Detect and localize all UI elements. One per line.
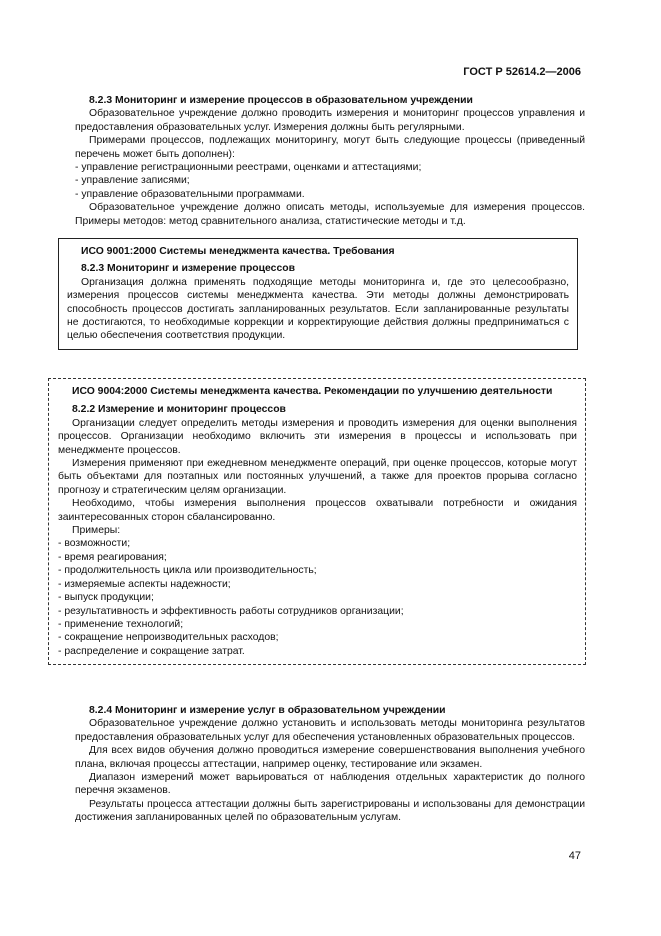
list-item: - время реагирования; [58,551,167,563]
list-item: - продолжительность цикла или производительность; [58,565,317,577]
paragraph: Необходимо, чтобы измерения выполнения процессов охватывали потребности и ожидания заинтересованных сторон сбалансированно. [58,498,577,523]
examples-label: Примеры: [72,525,121,537]
standard-header: ГОСТ Р 52614.2—2006 [463,66,581,78]
list-item: - распределение и сокращение затрат. [58,645,245,657]
paragraph: Образовательное учреждение должно проводить измерения и мониторинг процессов управления и предоставления образовательных услуг. Измерения должны быть регулярными. [75,108,585,133]
section-8-2-4 [75,704,585,825]
box-heading: 8.2.2 Измерение и мониторинг процессов [72,404,286,416]
list-item: - измеряемые аспекты надежности; [58,578,231,590]
list-item: - управление регистрационными реестрами, оценками и аттестациями; [75,162,422,174]
paragraph: Измерения применяют при ежедневном менеджменте операций, при оценке процессов, которые могут быть объектами для поэтапных или постоянных улучшений, а также для проектов прорыва согласно прогнозу и стратегическим целям организации. [58,458,577,496]
paragraph: Организации следует определить методы измерения и проводить измерения для оценки выполнения процессов. Организации необходимо включить эти измерения в процессы и использовать при менеджменте процессов. [58,417,577,456]
list-item: - применение технологий; [58,618,184,630]
box-heading: 8.2.3 Мониторинг и измерение процессов [81,263,295,275]
paragraph: Образовательное учреждение должно установить и использовать методы мониторинга результатов предоставления образовательных услуг для обеспечения установленных образовательных процессов. [75,718,585,743]
paragraph: Примерами процессов, подлежащих мониторингу, могут быть следующие процессы (приведенный перечень может быть дополнен): [75,135,585,160]
list-item: - возможности; [58,538,131,550]
section-heading: 8.2.4 Мониторинг и измерение услуг в образовательном учреждении [89,705,446,716]
section-heading: 8.2.3 Мониторинг и измерение процессов в образовательном учреждении [89,95,473,106]
list-item: - результативность и эффективность работы сотрудников организации; [58,605,404,617]
paragraph: Организация должна применять подходящие методы мониторинга и, где это целесообразно, измерения процессов системы менеджмента качества. Эти методы должны демонстрировать способность процессов достигать запланированных результатов. Если запланированные результаты не достигаются, то необходимые коррекции и корректирующие действия должны предприниматься с целью обеспечения соответствия продукции. [67,276,569,342]
list-item: - сокращение непроизводительных расходов; [58,632,279,644]
box-title: ИСО 9001:2000 Системы менеджмента качества. Требования [81,246,395,257]
paragraph: Диапазон измерений может варьироваться от наблюдения отдельных характеристик до полного перечня экзаменов. [75,772,585,797]
box-title: ИСО 9004:2000 Системы менеджмента качества. Рекомендации по улучшению деятельности [72,386,553,397]
paragraph: Результаты процесса аттестации должны быть зарегистрированы и использованы для демонстрации достижения запланированных целей по образовательным услугам. [75,798,585,824]
list-item: - управление записями; [75,175,190,187]
list-item: - выпуск продукции; [58,592,154,604]
paragraph: Образовательное учреждение должно описать методы, используемые для измерения процессов. Примеры методов: метод сравнительного анализа, статистические методы и т.д. [75,202,585,227]
iso-9001-box [58,238,578,350]
list-item: - управление образовательными программами. [75,188,305,200]
page-number: 47 [568,850,581,862]
section-8-2-3 [75,94,585,228]
iso-9004-box [48,378,586,665]
paragraph: Для всех видов обучения должно проводиться измерение совершенствования выполнения учебного плана, включая процессы аттестации, например оценку, тестирование или экзамен. [75,745,585,770]
